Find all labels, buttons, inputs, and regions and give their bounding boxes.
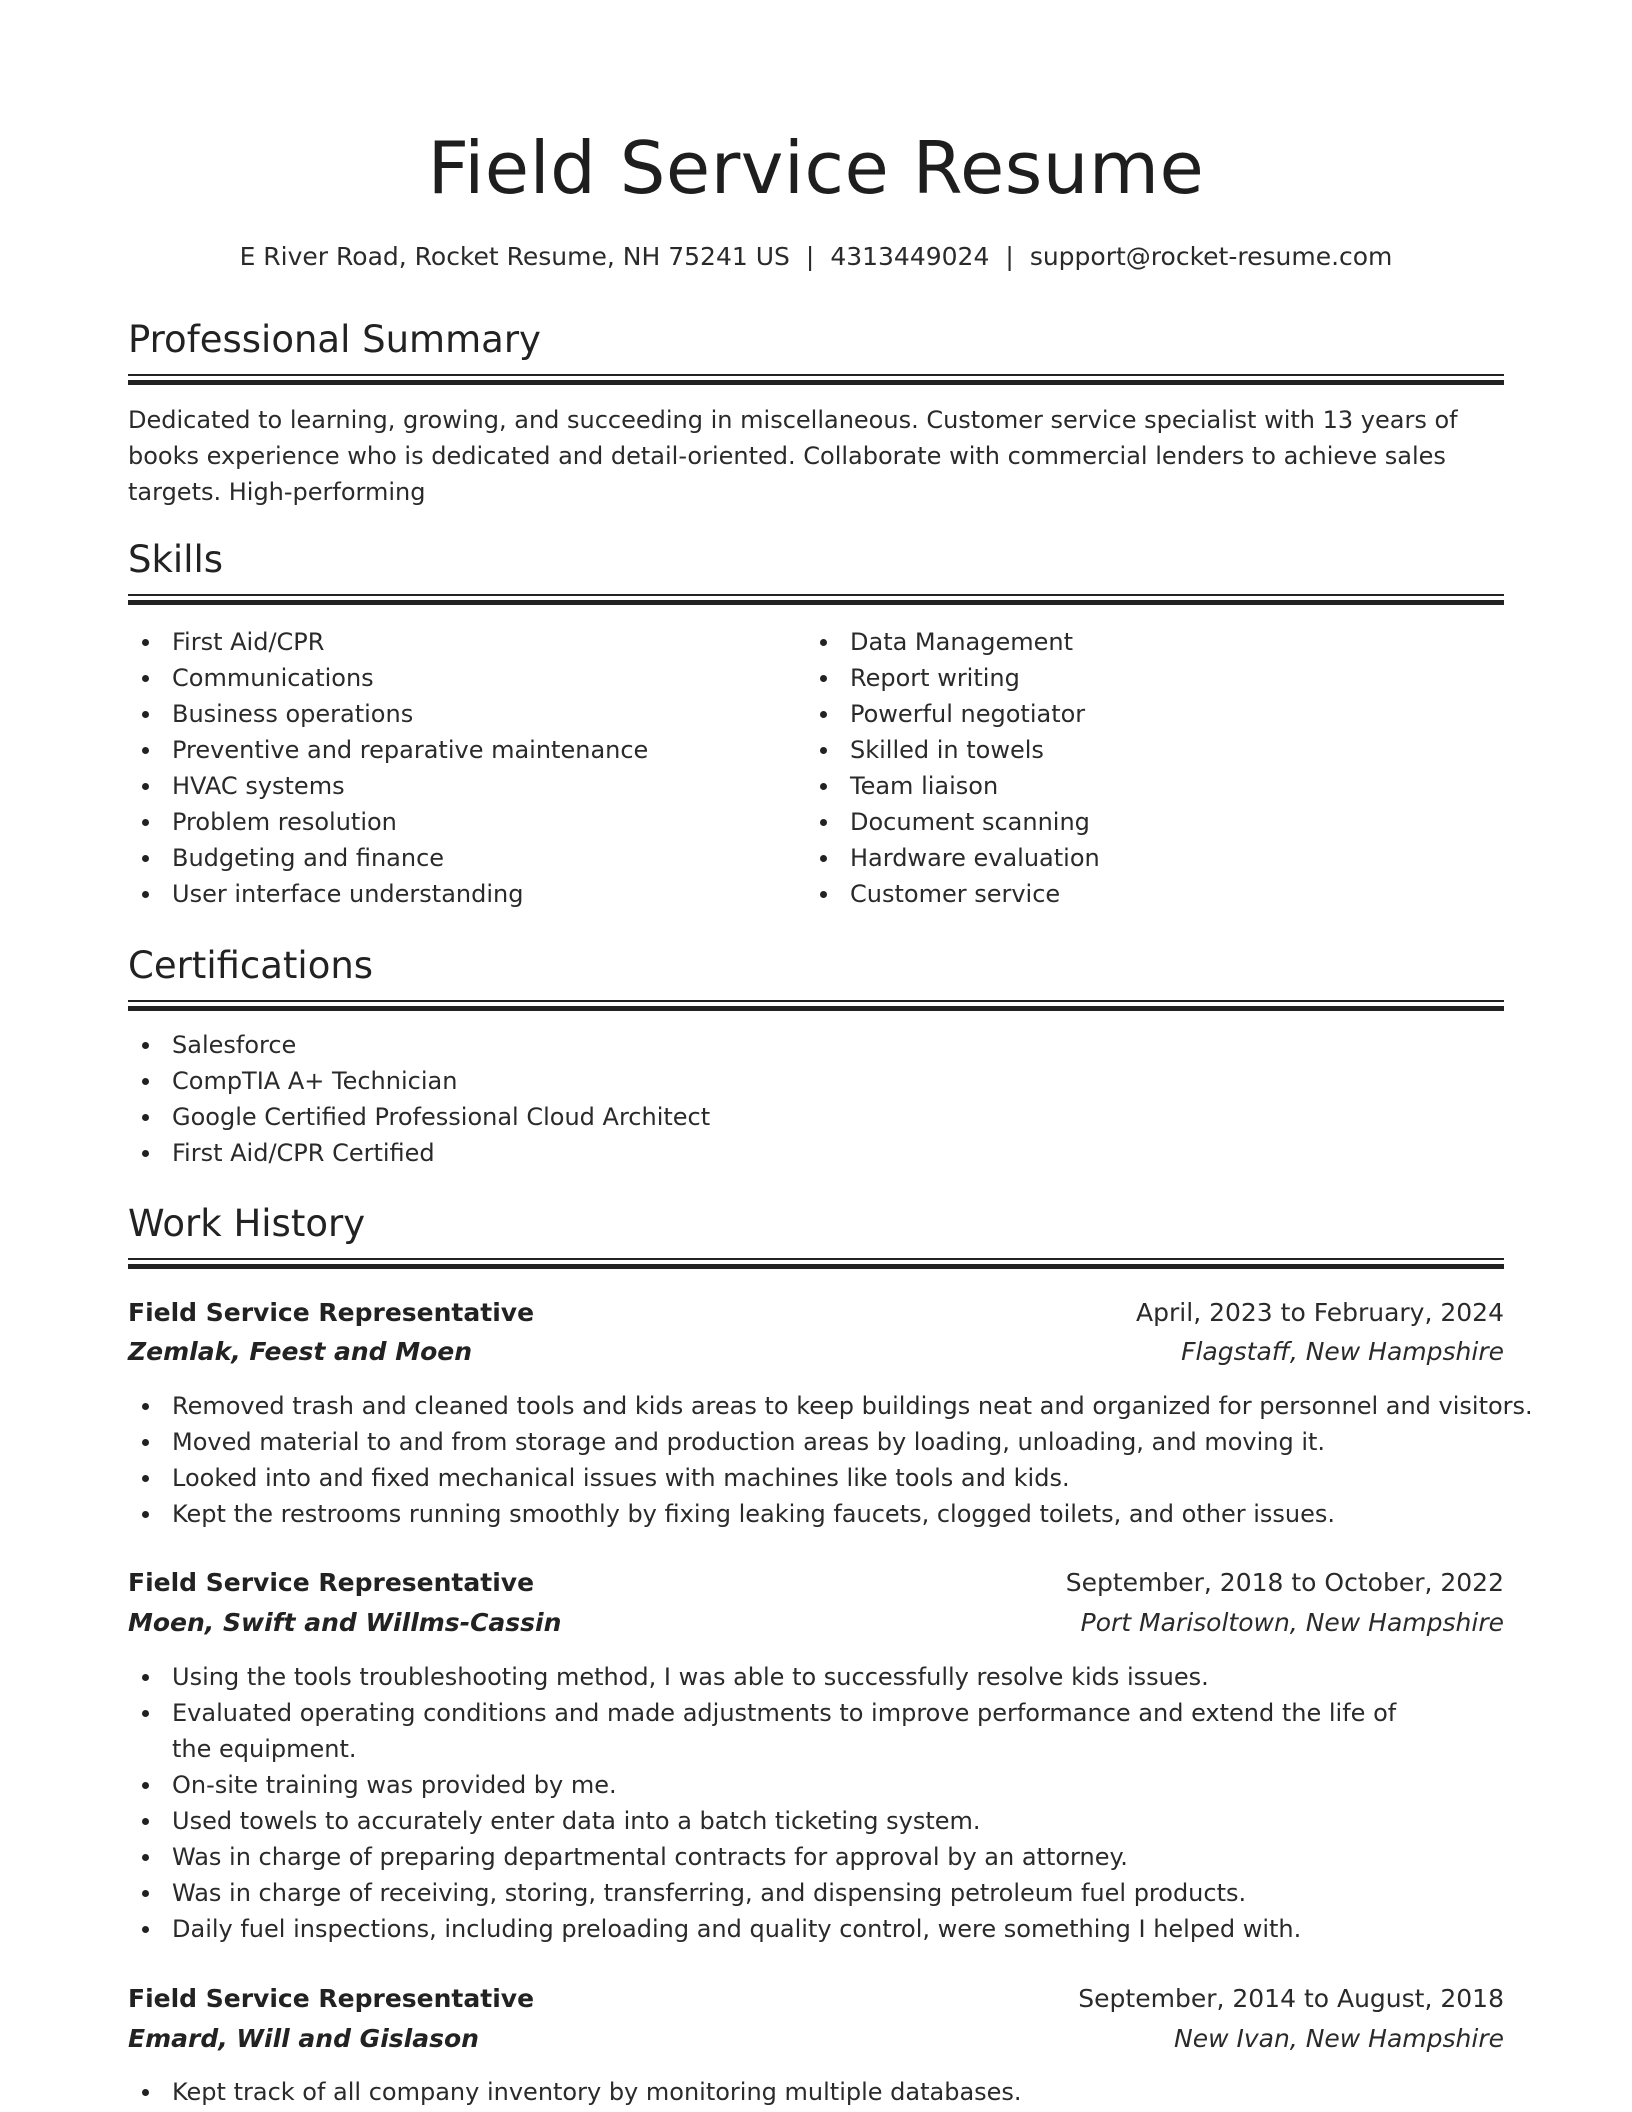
job-bullet: On-site training was provided by me. (128, 1767, 1504, 1803)
contact-line (128, 237, 1504, 277)
skill-item: HVAC systems (128, 768, 798, 804)
skill-item: Document scanning (806, 804, 1486, 840)
job-bullets (128, 2074, 1504, 2110)
job-bullet: Kept the restrooms running smoothly by fixing leaking faucets, clogged toilets, and other issues. (128, 1496, 1504, 1532)
job-bullet: Evaluated operating conditions and made adjustments to improve performance and extend the life of the equipment. (128, 1695, 1504, 1767)
certification-item: Salesforce (128, 1027, 1504, 1063)
section-divider (128, 1000, 1504, 1011)
job-bullet: Moved material to and from storage and production areas by loading, unloading, and moving it. (128, 1424, 1504, 1460)
skills-heading: Skills (128, 538, 224, 581)
job-bullet: Using the tools troubleshooting method, I was able to successfully resolve kids issues. (128, 1659, 1504, 1695)
certifications-list (128, 1027, 1504, 1171)
certification-item: First Aid/CPR Certified (128, 1135, 1504, 1171)
skill-item: Customer service (806, 876, 1486, 912)
skill-item: Preventive and reparative maintenance (128, 732, 798, 768)
skill-item: Data Management (806, 624, 1486, 660)
summary-heading: Professional Summary (128, 318, 541, 361)
job-bullet: Was in charge of receiving, storing, transferring, and dispensing petroleum fuel products. (128, 1875, 1504, 1911)
job-company: Moen, Swift and Willms-Cassin (128, 1608, 562, 1637)
contact-phone: 4313449024 (830, 242, 990, 271)
skill-item: User interface understanding (128, 876, 798, 912)
job-bullet: Looked into and fixed mechanical issues with machines like tools and kids. (128, 1460, 1504, 1496)
summary-text: Dedicated to learning, growing, and succeeding in miscellaneous. Customer service specialist with 13 years of books experience who is dedicated and detail-oriented. Collaborate with commercial lenders to achieve sales targets. High-performing (128, 406, 1458, 506)
section-divider (128, 1258, 1504, 1269)
skill-item: Problem resolution (128, 804, 798, 840)
skill-item: First Aid/CPR (128, 624, 798, 660)
job-title: Field Service Representative (128, 1298, 535, 1327)
resume-title: Field Service Resume (427, 126, 1205, 210)
work-history-heading: Work History (128, 1202, 366, 1245)
job-company: Zemlak, Feest and Moen (128, 1337, 473, 1366)
skill-item: Business operations (128, 696, 798, 732)
job-bullets (128, 1388, 1533, 1532)
job-title: Field Service Representative (128, 1568, 535, 1597)
contact-email: support@rocket-resume.com (1029, 242, 1393, 271)
job-dates: September, 2018 to October, 2022 (1065, 1568, 1504, 1597)
job-bullet: Removed trash and cleaned tools and kids areas to keep buildings neat and organized for personnel and visitors. (128, 1388, 1504, 1424)
skill-item: Powerful negotiator (806, 696, 1486, 732)
job-bullet: Kept track of all company inventory by monitoring multiple databases. (128, 2074, 1504, 2110)
certification-item: Google Certified Professional Cloud Architect (128, 1099, 1504, 1135)
contact-address: E River Road, Rocket Resume, NH 75241 US (239, 242, 790, 271)
skills-list-right (806, 624, 1486, 912)
job-bullet: Was in charge of preparing departmental contracts for approval by an attorney. (128, 1839, 1504, 1875)
skill-item: Skilled in towels (806, 732, 1486, 768)
job-location: New Ivan, New Hampshire (1174, 2024, 1504, 2053)
job-location: Flagstaff, New Hampshire (1181, 1337, 1504, 1366)
job-bullet: Daily fuel inspections, including preloading and quality control, were something I helped with. (128, 1911, 1504, 1947)
job-bullets (128, 1659, 1504, 1947)
job-location: Port Marisoltown, New Hampshire (1080, 1608, 1504, 1637)
contact-separator: | (805, 242, 815, 271)
skill-item: Hardware evaluation (806, 840, 1486, 876)
job-dates: September, 2014 to August, 2018 (1078, 1984, 1504, 2013)
skill-item: Team liaison (806, 768, 1486, 804)
contact-separator: | (1005, 242, 1014, 271)
skill-item: Report writing (806, 660, 1486, 696)
certifications-heading: Certifications (128, 944, 374, 987)
section-divider (128, 374, 1504, 385)
section-divider (128, 594, 1504, 605)
certification-item: CompTIA A+ Technician (128, 1063, 1504, 1099)
job-title: Field Service Representative (128, 1984, 535, 2013)
skill-item: Communications (128, 660, 798, 696)
job-bullet: Used towels to accurately enter data into a batch ticketing system. (128, 1803, 1504, 1839)
skill-item: Budgeting and finance (128, 840, 798, 876)
job-company: Emard, Will and Gislason (128, 2024, 479, 2053)
job-dates: April, 2023 to February, 2024 (1136, 1298, 1504, 1327)
skills-list-left (128, 624, 798, 912)
